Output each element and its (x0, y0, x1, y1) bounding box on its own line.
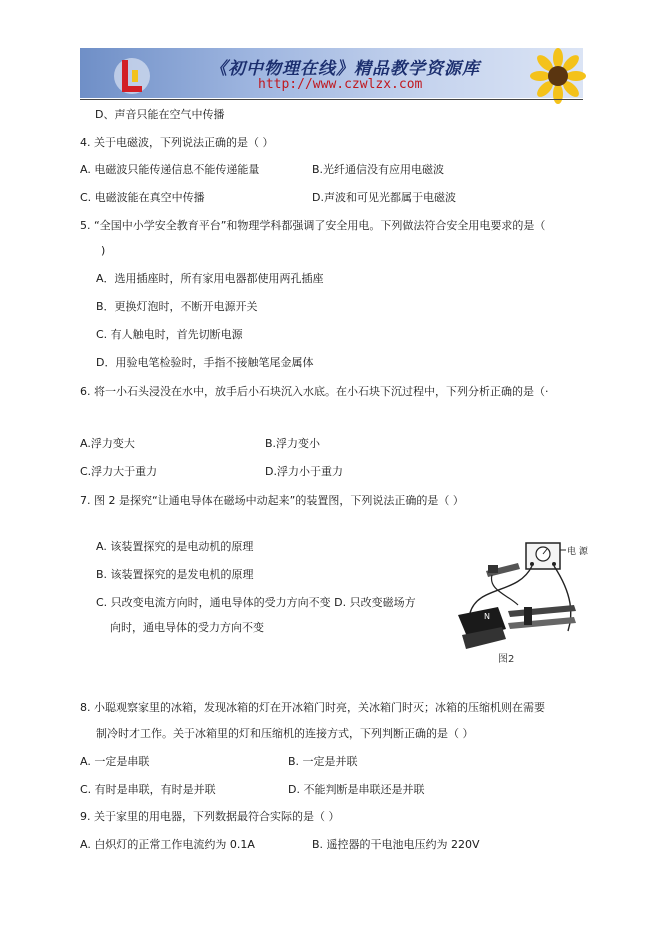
figure-caption: 图2 (498, 654, 515, 665)
motor-apparatus-figure (448, 535, 588, 667)
q5-option-d: D．用验电笔检验时，手指不接触笔尾金属体 (96, 356, 314, 369)
q9-option-a: A. 白炽灯的正常工作电流约为 0.1A (80, 838, 255, 851)
q8-option-a: A. 一定是串联 (80, 755, 150, 768)
q7-option-b: B. 该装置探究的是发电机的原理 (96, 568, 254, 581)
q9-stem: 9. 关于家里的用电器，下列数据最符合实际的是（ ） (80, 810, 340, 823)
q6-option-b: B.浮力变小 (265, 437, 321, 450)
q4-stem: 4. 关于电磁波，下列说法正确的是（ ） (80, 136, 274, 149)
power-label: 电 源 (567, 547, 588, 557)
banner-url[interactable]: http://www.czwlzx.com (258, 77, 423, 92)
q8-option-d: D. 不能判断是串联还是并联 (288, 783, 425, 796)
header-divider (80, 99, 583, 100)
q5-stem: 5. “全国中小学安全教育平台”和物理学科都强调了安全用电。下列做法符合安全用电要求的是（ (80, 219, 546, 232)
q3-option-d: D、声音只能在空气中传播 (95, 108, 225, 121)
q8-option-b: B. 一定是并联 (288, 755, 358, 768)
q6-stem: 6. 将一小石头浸没在水中，放手后小石块沉入水底。在小石块下沉过程中，下列分析正确的是（· (80, 385, 549, 398)
q6-option-d: D.浮力小于重力 (265, 465, 343, 478)
q5-option-c: C. 有人触电时，首先切断电源 (96, 328, 243, 341)
q8-stem-cont: 制冷时才工作。关于冰箱里的灯和压缩机的连接方式，下列判断正确的是（ ） (96, 727, 474, 740)
q4-option-a: A. 电磁波只能传递信息不能传递能量 (80, 163, 260, 176)
q7-option-d-cont: 向时，通电导体的受力方向不变 (110, 621, 264, 634)
q5-option-a: A．选用插座时，所有家用电器都使用两孔插座 (96, 272, 324, 285)
q5-option-b: B．更换灯泡时，不断开电源开关 (96, 300, 258, 313)
q6-option-c: C.浮力大于重力 (80, 465, 158, 478)
magnet-n-label: N (484, 612, 490, 621)
q5-stem-end: ) (101, 244, 106, 257)
q4-option-d: D.声波和可见光都属于电磁波 (312, 191, 456, 204)
site-logo-icon (108, 52, 156, 96)
q7-stem: 7. 图 2 是探究“让通电导体在磁场中动起来”的装置图，下列说法正确的是（ ） (80, 494, 464, 507)
q4-option-b: B.光纤通信没有应用电磁波 (312, 163, 445, 176)
q7-option-cd: C. 只改变电流方向时，通电导体的受力方向不变 D. 只改变磁场方 (96, 596, 416, 609)
q8-option-c: C. 有时是串联，有时是并联 (80, 783, 216, 796)
q9-option-b: B. 遥控器的干电池电压约为 220V (312, 838, 480, 851)
sunflower-icon (520, 50, 590, 110)
header-banner (80, 48, 583, 98)
q7-option-a: A. 该装置探究的是电动机的原理 (96, 540, 254, 553)
q4-option-c: C. 电磁波能在真空中传播 (80, 191, 205, 204)
q6-option-a: A.浮力变大 (80, 437, 135, 450)
banner-title: 《初中物理在线》精品教学资源库 (210, 59, 480, 79)
q8-stem: 8. 小聪观察家里的冰箱，发现冰箱的灯在开冰箱门时亮，关冰箱门时灭；冰箱的压缩机则在需要 (80, 701, 545, 714)
